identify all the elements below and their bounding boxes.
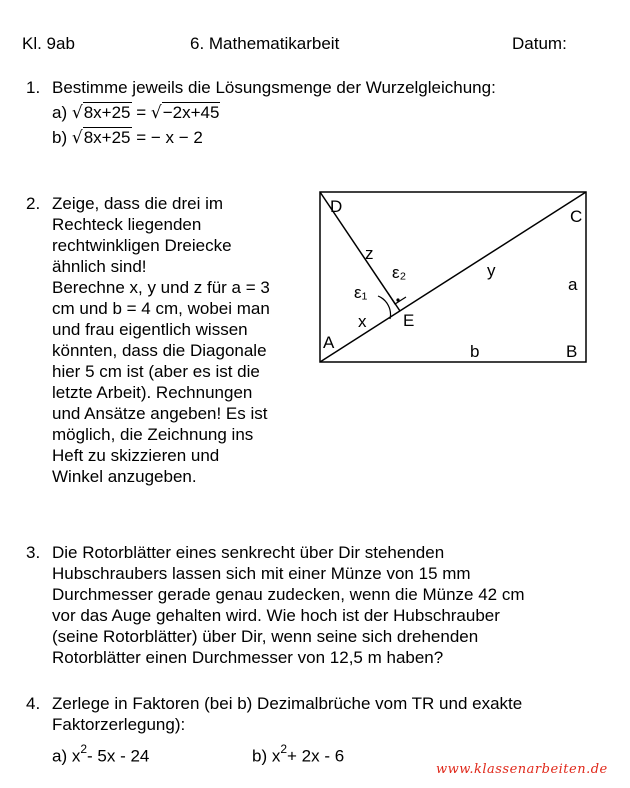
task3-line: vor das Auge gehalten wird. Wie hoch ist der Hubschrauber: [52, 606, 500, 625]
sqrt-left-a: √8x+25: [71, 103, 131, 123]
equation-b-rest: = − x − 2: [136, 128, 203, 147]
label-x: x: [358, 312, 367, 331]
task4-expression-a: [52, 744, 149, 767]
task2-line: hier 5 cm ist (aber es ist die: [52, 362, 260, 381]
task1-a-label: a): [52, 103, 68, 122]
task2-number: 2.: [26, 194, 41, 213]
task3-line: Durchmesser gerade genau zudecken, wenn die Münze 42 cm: [52, 585, 525, 604]
task2-line: ähnlich sind!: [52, 257, 147, 276]
diagonal-ac: [320, 192, 586, 362]
task2-line: möglich, die Zeichnung ins: [52, 425, 254, 444]
task3-line: Rotorblätter einen Durchmesser von 12,5 m haben?: [52, 648, 444, 667]
radicand-b-left: 8x+25: [83, 128, 131, 147]
label-E: E: [403, 311, 415, 330]
task3-line: (seine Rotorblätter) über Dir, wenn seine sich drehenden: [52, 627, 479, 646]
task3-number: 3.: [26, 543, 41, 562]
label-D: D: [330, 197, 343, 216]
task4-number: 4.: [26, 694, 41, 713]
task4-line: Zerlege in Faktoren (bei b) Dezimalbrüche vom TR und exakte: [52, 694, 523, 713]
label-A: A: [323, 333, 335, 352]
sqrt-right-a: √−2x+45: [150, 103, 220, 123]
task4-b-exponent: 2: [280, 742, 288, 756]
label-epsilon1: ε₁: [354, 283, 368, 302]
label-a: a: [568, 275, 578, 294]
task2-line: cm und b = 4 cm, wobei man: [52, 299, 270, 318]
task2-line: Berechne x, y und z für a = 3: [52, 278, 270, 297]
task2-line: Rechteck liegenden: [52, 215, 202, 234]
sqrt-left-b: √8x+25: [71, 128, 131, 148]
task4-b-rest: + 2x - 6: [287, 746, 345, 766]
label-y: y: [487, 261, 496, 280]
date-label: Datum:: [512, 34, 567, 53]
task2-line: Winkel anzugeben.: [52, 467, 197, 486]
class-label: Kl. 9ab: [22, 34, 75, 53]
exam-title: 6. Mathematikarbeit: [190, 34, 340, 53]
task3-line: Hubschraubers lassen sich mit einer Münze von 15 mm: [52, 564, 471, 583]
task1-b-label: b): [52, 128, 68, 147]
task4-b-label: b) x: [252, 746, 281, 766]
task4-expression-b: [252, 744, 344, 767]
task4-a-exponent: 2: [80, 742, 88, 756]
label-epsilon2: ε₂: [392, 263, 407, 282]
radicand-a-right: −2x+45: [162, 103, 220, 122]
task1-number: 1.: [26, 78, 41, 97]
radicand-a-left: 8x+25: [83, 103, 131, 122]
label-z: z: [365, 244, 374, 263]
equals-sign: =: [136, 103, 147, 122]
angle-arc: [378, 296, 391, 319]
task4-line: Faktorzerlegung):: [52, 715, 186, 734]
task4-a-label: a) x: [52, 746, 81, 766]
watermark-link: www.klassenarbeiten.de: [436, 762, 608, 777]
task2-line: und Ansätze angeben! Es ist: [52, 404, 268, 423]
task2-line: Heft zu skizzieren und: [52, 446, 220, 465]
task4-a-rest: - 5x - 24: [87, 746, 150, 766]
task2-line: könnten, dass die Diagonale: [52, 341, 267, 360]
task2-line: Zeige, dass die drei im: [52, 194, 224, 213]
task3-line: Die Rotorblätter eines senkrecht über Dir stehenden: [52, 543, 445, 562]
label-C: C: [570, 207, 583, 226]
task1-intro: Bestimme jeweils die Lösungsmenge der Wurzelgleichung:: [52, 78, 496, 97]
label-B: B: [566, 342, 578, 361]
label-b: b: [470, 342, 480, 361]
task2-line: rechtwinkligen Dreiecke: [52, 236, 232, 255]
task2-line: letzte Arbeit). Rechnungen: [52, 383, 253, 402]
task2-line: und frau eigentlich wissen: [52, 320, 248, 339]
right-angle-dot: [396, 298, 399, 301]
